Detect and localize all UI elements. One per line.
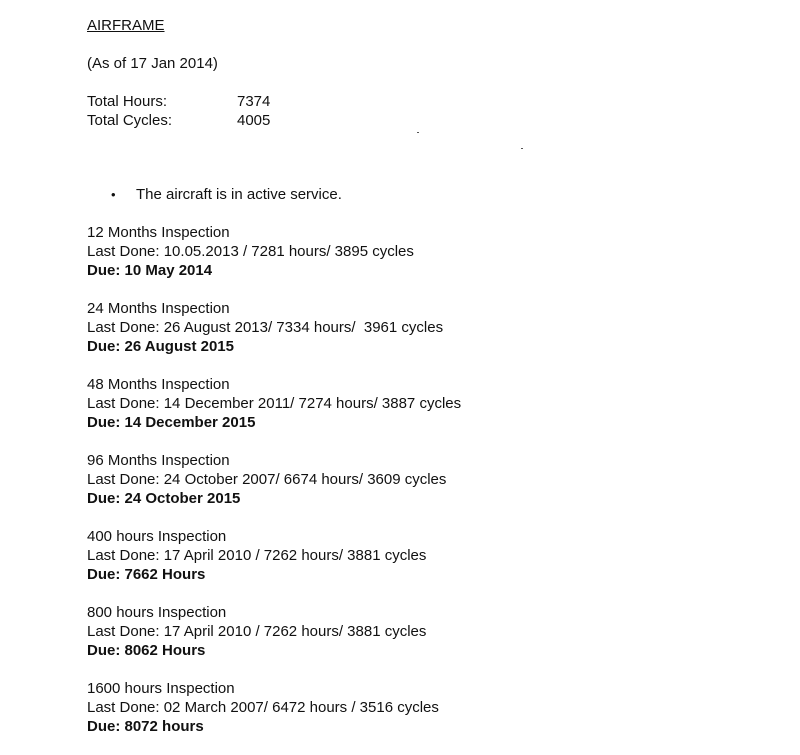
total-hours-value: 7374: [237, 93, 271, 110]
total-cycles-value: 4005: [237, 112, 271, 129]
inspection-last-done: Last Done: 24 October 2007/ 6674 hours/ 3609 cycles: [87, 471, 447, 488]
total-hours-row: [87, 92, 777, 111]
inspection-title: 1600 hours Inspection: [87, 680, 235, 697]
inspection-due: Due: 10 May 2014: [87, 262, 213, 279]
total-hours-label: Total Hours:: [87, 93, 168, 110]
totals-block: [87, 92, 777, 130]
inspection-item: [87, 375, 777, 432]
total-cycles-label: Total Cycles:: [87, 112, 173, 129]
document-heading: AIRFRAME: [87, 17, 165, 34]
inspection-item: [87, 299, 777, 356]
inspection-item: [87, 527, 777, 584]
status-text: The aircraft is in active service.: [136, 186, 342, 203]
inspection-last-done: Last Done: 17 April 2010 / 7262 hours/ 3881 cycles: [87, 623, 427, 640]
inspection-item: [87, 679, 777, 736]
as-of-date: (As of 17 Jan 2014): [87, 55, 218, 72]
inspection-title: 48 Months Inspection: [87, 376, 230, 393]
inspection-title: 96 Months Inspection: [87, 452, 230, 469]
inspection-item: [87, 451, 777, 508]
inspection-item: [87, 603, 777, 660]
inspection-title: 400 hours Inspection: [87, 528, 227, 545]
inspection-title: 12 Months Inspection: [87, 224, 230, 241]
status-bullet: [87, 185, 777, 204]
inspection-last-done: Last Done: 26 August 2013/ 7334 hours/ 3961 cycles: [87, 319, 444, 336]
total-cycles-row: [87, 111, 777, 130]
inspection-last-done: Last Done: 10.05.2013 / 7281 hours/ 3895 cycles: [87, 243, 414, 260]
inspection-due: Due: 14 December 2015: [87, 414, 256, 431]
inspection-due: Due: 8062 Hours: [87, 642, 206, 659]
inspection-due: Due: 7662 Hours: [87, 566, 206, 583]
inspection-last-done: Last Done: 14 December 2011/ 7274 hours/ 3887 cycles: [87, 395, 462, 412]
inspection-due: Due: 26 August 2015: [87, 338, 234, 355]
inspection-last-done: Last Done: 17 April 2010 / 7262 hours/ 3881 cycles: [87, 547, 427, 564]
inspection-due: Due: 8072 hours: [87, 718, 204, 735]
inspection-last-done: Last Done: 02 March 2007/ 6472 hours / 3516 cycles: [87, 699, 439, 716]
inspection-due: Due: 24 October 2015: [87, 490, 241, 507]
inspection-title: 800 hours Inspection: [87, 604, 227, 621]
inspection-list: [87, 223, 777, 736]
inspection-item: [87, 223, 777, 280]
inspection-title: 24 Months Inspection: [87, 300, 230, 317]
document-page: [87, 16, 777, 755]
bullet-icon: •: [111, 187, 116, 202]
